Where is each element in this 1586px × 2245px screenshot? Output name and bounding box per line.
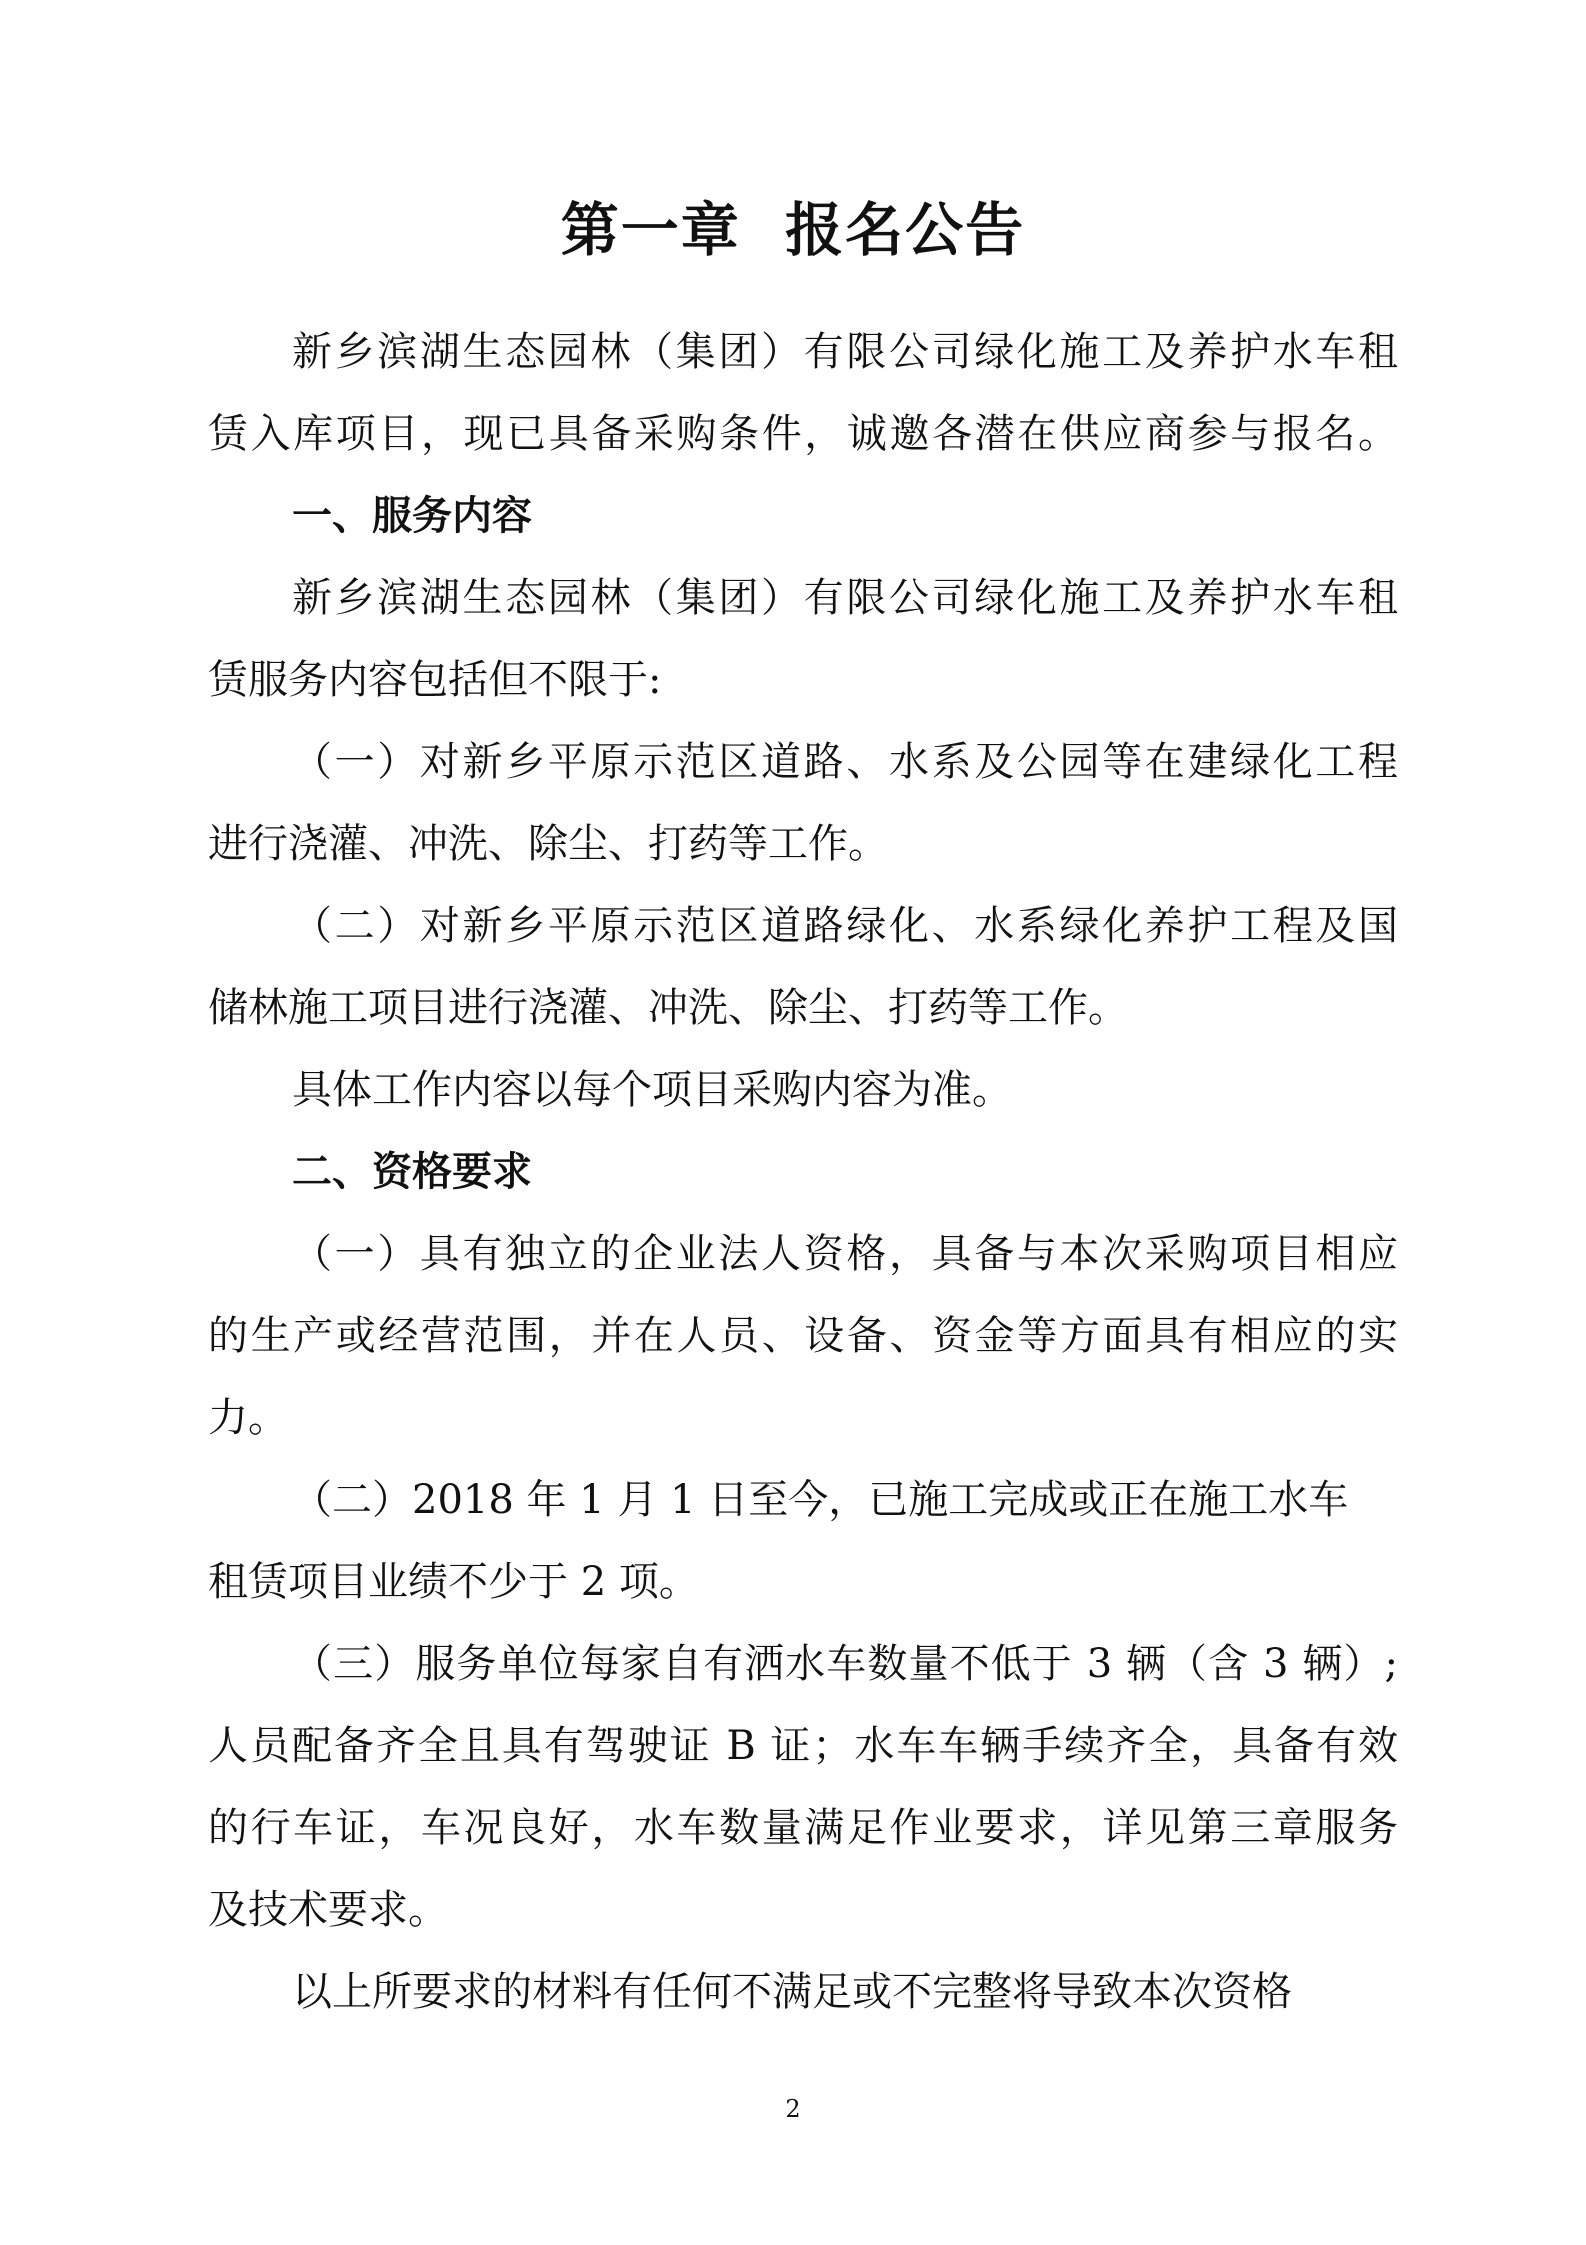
closing-line: 以上所要求的材料有任何不满足或不完整将导致本次资格 xyxy=(292,1969,1292,2015)
service-paragraph-line-1: 新乡滨湖生态园林（集团）有限公司绿化施工及养护水车租 xyxy=(292,575,1398,621)
service-paragraph-line-2: 赁服务内容包括但不限于: xyxy=(208,657,662,703)
qualification-item-1-line-2: 的生产或经营范围，并在人员、设备、资金等方面具有相应的实 xyxy=(208,1313,1398,1359)
section-heading-service: 一、服务内容 xyxy=(292,492,532,539)
qualification-item-3-line-3: 的行车证，车况良好，水车数量满足作业要求，详见第三章服务 xyxy=(208,1805,1398,1851)
service-item-1-line-1: （一）对新乡平原示范区道路、水系及公园等在建绿化工程 xyxy=(292,739,1398,785)
service-item-2-line-1: （二）对新乡平原示范区道路绿化、水系绿化养护工程及国 xyxy=(292,903,1398,949)
intro-line-1: 新乡滨湖生态园林（集团）有限公司绿化施工及养护水车租 xyxy=(292,329,1398,375)
qualification-item-3-line-2: 人员配备齐全且具有驾驶证 B 证；水车车辆手续齐全，具备有效 xyxy=(208,1723,1398,1769)
qualification-item-2-line-1: （二）2018 年 1 月 1 日至今，已施工完成或正在施工水车 xyxy=(292,1477,1349,1523)
page-number: 2 xyxy=(785,2095,801,2123)
qualification-item-3-line-1: （三）服务单位每家自有洒水车数量不低于 3 辆（含 3 辆）; xyxy=(292,1641,1398,1687)
qualification-item-1-line-3: 力。 xyxy=(208,1395,288,1441)
section-heading-qualification: 二、资格要求 xyxy=(292,1148,532,1195)
intro-line-2: 赁入库项目，现已具备采购条件，诚邀各潜在供应商参与报名。 xyxy=(208,411,1398,457)
service-item-2-line-2: 储林施工项目进行浇灌、冲洗、除尘、打药等工作。 xyxy=(208,985,1128,1031)
chapter-title: 第一章 报名公告 xyxy=(560,196,1026,264)
service-item-1-line-2: 进行浇灌、冲洗、除尘、打药等工作。 xyxy=(208,821,888,867)
service-note: 具体工作内容以每个项目采购内容为准。 xyxy=(292,1067,1012,1113)
qualification-item-3-line-4: 及技术要求。 xyxy=(208,1887,448,1933)
qualification-item-1-line-1: （一）具有独立的企业法人资格，具备与本次采购项目相应 xyxy=(292,1231,1398,1277)
qualification-item-2-line-2: 租赁项目业绩不少于 2 项。 xyxy=(208,1559,699,1605)
